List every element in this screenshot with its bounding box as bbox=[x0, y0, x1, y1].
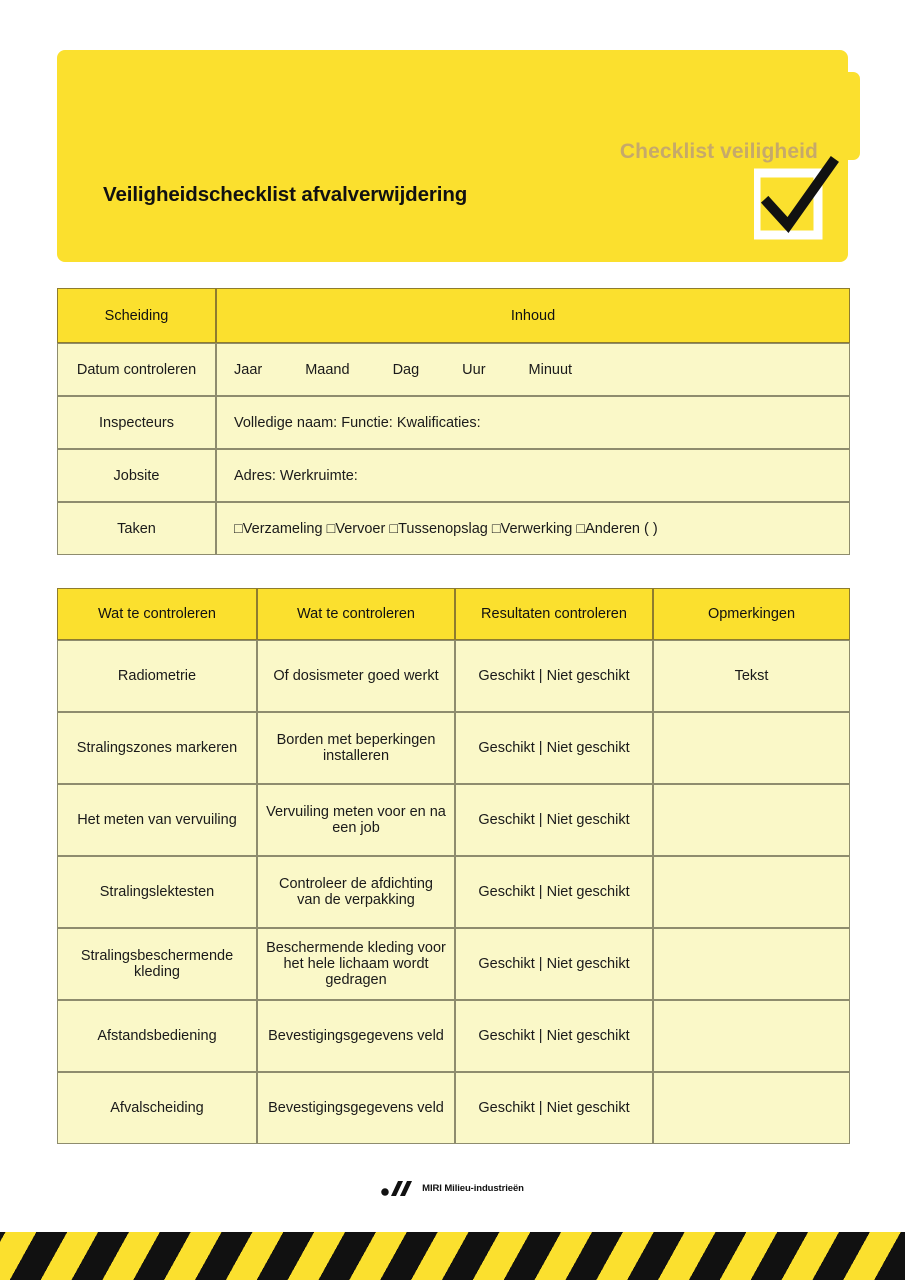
checklist-result-option[interactable]: Geschikt | Niet geschikt bbox=[455, 784, 653, 856]
checklist-remark-field[interactable] bbox=[653, 1000, 850, 1072]
table-row bbox=[57, 396, 850, 449]
checklist-remark-field[interactable]: Tekst bbox=[653, 640, 850, 712]
checklist-remark-field[interactable] bbox=[653, 712, 850, 784]
table-header-row bbox=[57, 588, 850, 640]
date-field-uur[interactable]: Uur bbox=[462, 361, 486, 378]
header-subtitle: Checklist veiligheid bbox=[619, 140, 818, 163]
table-header-row bbox=[57, 288, 850, 343]
row-value-taken-checkboxes[interactable]: □Verzameling □Vervoer □Tussenopslag □Verwerking □Anderen ( ) bbox=[216, 502, 850, 555]
row-label-jobsite: Jobsite bbox=[57, 449, 216, 502]
checklist-item-detail: Controleer de afdichting van de verpakking bbox=[257, 856, 455, 928]
row-value-inspecteurs[interactable]: Volledige naam: Functie: Kwalificaties: bbox=[216, 396, 850, 449]
row-label-taken: Taken bbox=[57, 502, 216, 555]
company-name: MIRI Milieu-industrieën bbox=[422, 1183, 524, 1194]
checklist-item-detail: Beschermende kleding voor het hele lichaam wordt gedragen bbox=[257, 928, 455, 1000]
checklist-item-name: Stralingslektesten bbox=[57, 856, 257, 928]
date-field-minuut[interactable]: Minuut bbox=[528, 361, 573, 378]
col-header-scheiding: Scheiding bbox=[57, 288, 216, 343]
inspection-checklist-table bbox=[57, 588, 850, 1144]
general-info-table bbox=[57, 288, 850, 555]
checklist-remark-field[interactable] bbox=[653, 1072, 850, 1144]
date-field-jaar[interactable]: Jaar bbox=[234, 361, 263, 378]
col-header-inhoud: Inhoud bbox=[216, 288, 850, 343]
checklist-result-option[interactable]: Geschikt | Niet geschikt bbox=[455, 1072, 653, 1144]
col-header-item: Wat te controleren bbox=[57, 588, 257, 640]
checklist-result-option[interactable]: Geschikt | Niet geschikt bbox=[455, 928, 653, 1000]
table-row bbox=[57, 449, 850, 502]
checklist-item-name: Radiometrie bbox=[57, 640, 257, 712]
date-field-maand[interactable]: Maand bbox=[305, 361, 350, 378]
table-row bbox=[57, 343, 850, 396]
checklist-item-detail: Bevestigingsgegevens veld bbox=[257, 1072, 455, 1144]
table-row bbox=[57, 1072, 850, 1144]
date-field-dag[interactable]: Dag bbox=[392, 361, 420, 378]
table-row bbox=[57, 928, 850, 1000]
table-row bbox=[57, 856, 850, 928]
col-header-result: Resultaten controleren bbox=[455, 588, 653, 640]
row-value-datum[interactable] bbox=[216, 343, 850, 396]
header-banner bbox=[57, 50, 860, 262]
table-row bbox=[57, 1000, 850, 1072]
checklist-item-detail: Vervuiling meten voor en na een job bbox=[257, 784, 455, 856]
row-value-jobsite[interactable]: Adres: Werkruimte: bbox=[216, 449, 850, 502]
page-title: Veiligheidschecklist afvalverwijdering bbox=[103, 183, 468, 206]
check-mark-box-icon bbox=[754, 155, 840, 241]
table-row bbox=[57, 502, 850, 555]
checklist-item-detail: Borden met beperkingen installeren bbox=[257, 712, 455, 784]
checklist-result-option[interactable]: Geschikt | Niet geschikt bbox=[455, 712, 653, 784]
col-header-detail: Wat te controleren bbox=[257, 588, 455, 640]
checklist-result-option[interactable]: Geschikt | Niet geschikt bbox=[455, 1000, 653, 1072]
table-row bbox=[57, 640, 850, 712]
checklist-item-name: Stralingsbeschermende kleding bbox=[57, 928, 257, 1000]
checklist-remark-field[interactable] bbox=[653, 856, 850, 928]
row-label-inspecteurs: Inspecteurs bbox=[57, 396, 216, 449]
checklist-remark-field[interactable] bbox=[653, 784, 850, 856]
row-label-datum: Datum controleren bbox=[57, 343, 216, 396]
checklist-result-option[interactable]: Geschikt | Niet geschikt bbox=[455, 640, 653, 712]
hazard-stripe-decoration bbox=[0, 1232, 905, 1280]
footer bbox=[0, 1180, 905, 1197]
table-row bbox=[57, 712, 850, 784]
checklist-item-name: Het meten van vervuiling bbox=[57, 784, 257, 856]
checklist-item-detail: Bevestigingsgegevens veld bbox=[257, 1000, 455, 1072]
miri-slash-logo-icon bbox=[381, 1180, 413, 1197]
checklist-item-name: Afvalscheiding bbox=[57, 1072, 257, 1144]
checklist-remark-field[interactable] bbox=[653, 928, 850, 1000]
checklist-item-name: Afstandsbediening bbox=[57, 1000, 257, 1072]
table-row bbox=[57, 784, 850, 856]
checklist-result-option[interactable]: Geschikt | Niet geschikt bbox=[455, 856, 653, 928]
checklist-item-detail: Of dosismeter goed werkt bbox=[257, 640, 455, 712]
checklist-item-name: Stralingszones markeren bbox=[57, 712, 257, 784]
col-header-remarks: Opmerkingen bbox=[653, 588, 850, 640]
header-card bbox=[57, 50, 848, 262]
